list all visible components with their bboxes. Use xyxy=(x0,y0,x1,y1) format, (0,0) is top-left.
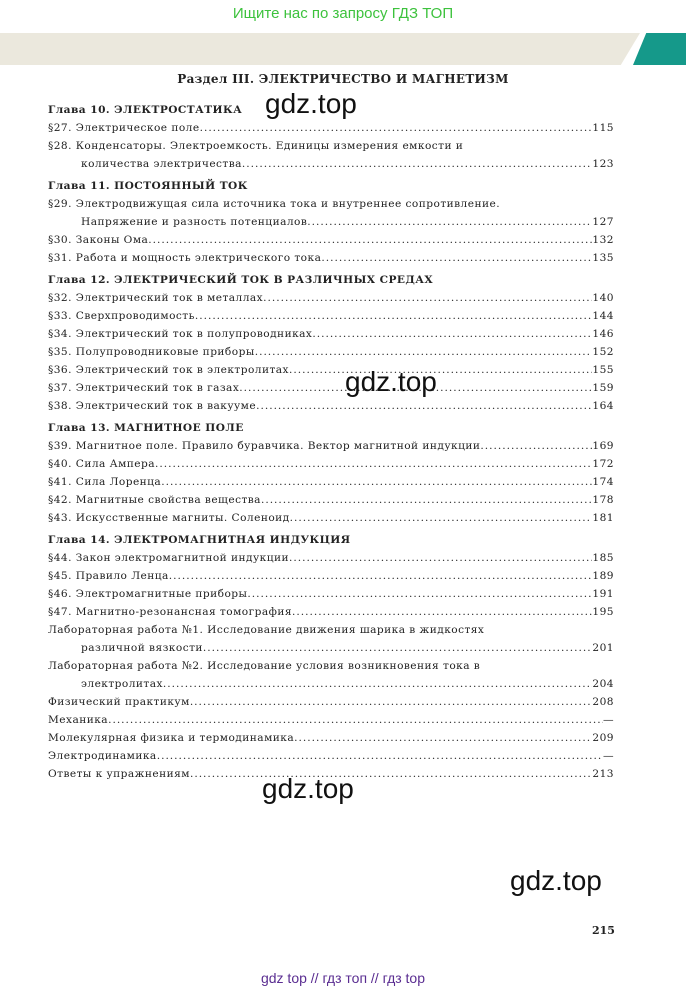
entry-title: Механика xyxy=(48,714,109,726)
entry-title: §40. Сила Ампера xyxy=(48,458,155,470)
entry-title: §47. Магнитно-резонансная томография xyxy=(48,606,292,618)
entry-title: Физический практикум xyxy=(48,696,190,708)
dot-leader xyxy=(289,549,592,567)
dot-leader xyxy=(255,343,593,361)
entry-title: §44. Закон электромагнитной индукции xyxy=(48,552,290,564)
toc-entry xyxy=(48,693,614,711)
entry-page: 123 xyxy=(592,158,614,170)
chapter-heading: Глава 14. ЭЛЕКТРОМАГНИТНАЯ ИНДУКЦИЯ xyxy=(48,534,351,546)
header-band xyxy=(0,33,640,65)
entry-title: §43. Искусственные магниты. Соленоид xyxy=(48,512,290,524)
entry-page: 164 xyxy=(592,400,614,412)
toc-entry xyxy=(48,231,614,249)
dot-leader xyxy=(290,509,593,527)
toc-entry xyxy=(48,343,614,361)
dot-leader xyxy=(312,325,592,343)
entry-page: 144 xyxy=(592,310,614,322)
header-accent xyxy=(633,33,686,65)
entry-title: §37. Электрический ток в газах xyxy=(48,382,240,394)
entry-title: Молекулярная физика и термодинамика xyxy=(48,732,295,744)
entry-title: §42. Магнитные свойства вещества xyxy=(48,494,261,506)
dot-leader xyxy=(108,711,603,729)
chapter-heading: Глава 13. МАГНИТНОЕ ПОЛЕ xyxy=(48,422,244,434)
entry-title: §38. Электрический ток в вакууме xyxy=(48,400,257,412)
entry-page: 159 xyxy=(592,382,614,394)
entry-page: 195 xyxy=(592,606,614,618)
toc-entry xyxy=(48,325,614,343)
toc-entry-line: Лабораторная работа №2. Исследование условия возникновения тока в xyxy=(48,660,481,672)
dot-leader xyxy=(203,639,593,657)
chapter-heading: Глава 10. ЭЛЕКТРОСТАТИКА xyxy=(48,104,243,116)
entry-page: 152 xyxy=(592,346,614,358)
dot-leader xyxy=(292,603,592,621)
dot-leader xyxy=(480,437,592,455)
toc-entry xyxy=(48,549,614,567)
dot-leader xyxy=(307,213,592,231)
toc-entry xyxy=(48,379,614,397)
dot-leader xyxy=(190,765,592,783)
toc-entry xyxy=(48,437,614,455)
entry-title: §27. Электрическое поле xyxy=(48,122,200,134)
entry-page: 204 xyxy=(592,678,614,690)
dot-leader xyxy=(242,155,593,173)
toc-entry xyxy=(48,491,614,509)
dot-leader xyxy=(294,729,592,747)
watermark: gdz.top xyxy=(262,773,354,804)
dot-leader xyxy=(169,567,593,585)
toc-entry-line: Лабораторная работа №1. Исследование движения шарика в жидкостях xyxy=(48,624,485,636)
entry-title: §39. Магнитное поле. Правило буравчика. Вектор магнитной индукции xyxy=(48,440,481,452)
toc-entry xyxy=(48,249,614,267)
entry-page: 185 xyxy=(592,552,614,564)
entry-title: §46. Электромагнитные приборы xyxy=(48,588,248,600)
dot-leader xyxy=(148,231,592,249)
entry-page: 172 xyxy=(592,458,614,470)
dot-leader xyxy=(190,693,593,711)
dot-leader xyxy=(163,675,593,693)
entry-page: 174 xyxy=(592,476,614,488)
entry-title: §32. Электрический ток в металлах xyxy=(48,292,264,304)
entry-title: §31. Работа и мощность электрического тока xyxy=(48,252,322,264)
entry-page: 127 xyxy=(592,216,614,228)
entry-page: 146 xyxy=(592,328,614,340)
toc-entry xyxy=(48,675,614,693)
dot-leader xyxy=(195,307,593,325)
toc-entry xyxy=(48,119,614,137)
toc-entry-line: §28. Конденсаторы. Электроемкость. Единицы измерения емкости и xyxy=(48,140,464,152)
entry-title: §36. Электрический ток в электролитах xyxy=(48,364,289,376)
entry-page: — xyxy=(602,714,614,726)
entry-title: количества электричества xyxy=(81,158,242,170)
entry-title: различной вязкости xyxy=(81,642,203,654)
entry-page: 140 xyxy=(592,292,614,304)
dot-leader xyxy=(261,491,592,509)
toc-entry xyxy=(48,397,614,415)
toc-entry xyxy=(48,361,614,379)
dot-leader xyxy=(321,249,592,267)
toc-entry xyxy=(48,155,614,173)
entry-page: 201 xyxy=(592,642,614,654)
toc-entry xyxy=(48,585,614,603)
toc-entry xyxy=(48,473,614,491)
entry-page: 213 xyxy=(592,768,614,780)
dot-leader xyxy=(263,289,592,307)
toc-entry xyxy=(48,289,614,307)
dot-leader xyxy=(247,585,592,603)
entry-page: — xyxy=(602,750,614,762)
entry-page: 132 xyxy=(592,234,614,246)
toc-entry xyxy=(48,729,614,747)
dot-leader xyxy=(157,747,603,765)
entry-page: 208 xyxy=(592,696,614,708)
table-of-contents xyxy=(48,101,614,783)
entry-title: §41. Сила Лоренца xyxy=(48,476,162,488)
entry-page: 155 xyxy=(592,364,614,376)
page-number: 215 xyxy=(592,924,615,937)
chapter-heading: Глава 12. ЭЛЕКТРИЧЕСКИЙ ТОК В РАЗЛИЧНЫХ СРЕДАХ xyxy=(48,274,434,286)
entry-title: электролитах xyxy=(81,678,163,690)
toc-entry xyxy=(48,603,614,621)
section-title: Раздел III. ЭЛЕКТРИЧЕСТВО И МАГНЕТИЗМ xyxy=(177,72,509,86)
entry-page: 178 xyxy=(592,494,614,506)
entry-page: 181 xyxy=(592,512,614,524)
dot-leader xyxy=(256,397,592,415)
dot-leader xyxy=(200,119,593,137)
watermark: gdz.top xyxy=(345,366,437,397)
dot-leader xyxy=(289,361,592,379)
toc-entry xyxy=(48,711,614,729)
entry-title: Электродинамика xyxy=(48,750,157,762)
dot-leader xyxy=(155,455,592,473)
entry-title: §35. Полупроводниковые приборы xyxy=(48,346,255,358)
entry-page: 135 xyxy=(592,252,614,264)
entry-title: Ответы к упражнениям xyxy=(48,768,190,780)
toc-entry xyxy=(48,567,614,585)
toc-entry xyxy=(48,213,614,231)
toc-entry xyxy=(48,747,614,765)
toc-entry-line: §29. Электродвижущая сила источника тока и внутреннее сопротивление. xyxy=(48,198,501,210)
entry-title: Напряжение и разность потенциалов xyxy=(81,216,308,228)
dot-leader xyxy=(161,473,592,491)
entry-title: §34. Электрический ток в полупроводниках xyxy=(48,328,313,340)
watermark: gdz.top xyxy=(265,88,357,119)
search-banner: Ищите нас по запросу ГДЗ ТОП xyxy=(232,5,454,22)
toc-entry xyxy=(48,307,614,325)
entry-page: 189 xyxy=(592,570,614,582)
entry-title: §45. Правило Ленца xyxy=(48,570,169,582)
entry-page: 191 xyxy=(592,588,614,600)
watermark: gdz.top xyxy=(510,865,602,896)
entry-page: 209 xyxy=(592,732,614,744)
entry-page: 169 xyxy=(592,440,614,452)
toc-entry xyxy=(48,509,614,527)
toc-entry xyxy=(48,639,614,657)
entry-page: 115 xyxy=(592,122,614,134)
footer-links: gdz top // гдз топ // гдз top xyxy=(260,970,426,986)
toc-entry xyxy=(48,455,614,473)
entry-title: §33. Сверхпроводимость xyxy=(48,310,195,322)
entry-title: §30. Законы Ома xyxy=(48,234,149,246)
chapter-heading: Глава 11. ПОСТОЯННЫЙ ТОК xyxy=(48,180,248,192)
